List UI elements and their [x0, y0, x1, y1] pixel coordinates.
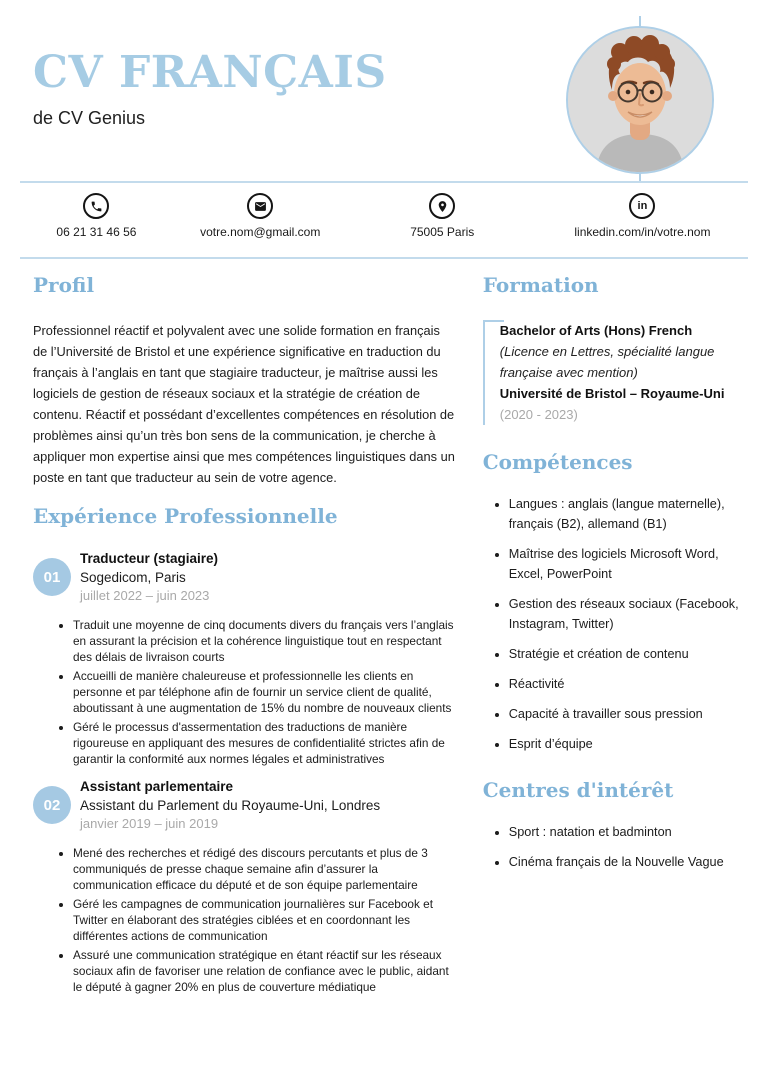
email-icon	[247, 193, 273, 219]
job-bullet-list	[47, 845, 457, 995]
contact-phone	[20, 193, 173, 257]
interest-item: • Cinéma français de la Nouvelle Vague	[509, 852, 748, 872]
job-title: Assistant parlementaire	[80, 779, 234, 794]
education-degree: Bachelor of Arts (Hons) French	[499, 323, 693, 338]
job-number-badge: 02	[33, 786, 71, 824]
education-dates: (2020 - 2023)	[499, 407, 578, 422]
job-header	[33, 777, 457, 833]
job-bullet: • Géré les campagnes de communication journalières sur Facebook et Twitter en élaborant des stratégies ciblées et en coordonnant les différentes actions de communication	[73, 896, 457, 944]
skill-item: • Stratégie et création de contenu	[509, 644, 748, 664]
job-dates: juillet 2022 – juin 2023	[80, 588, 210, 603]
interests-heading: Centres d'intérêt	[482, 778, 674, 802]
job-number-badge: 01	[33, 558, 71, 596]
job-bullet: • Assuré une communication stratégique en étant réactif sur les réseaux sociaux afin de favoriser une relation de confiance avec le public, aidant le député à gagner 20% en plus de couverture médiatique	[73, 947, 457, 995]
page-title: CV FRANÇAIS	[33, 47, 387, 98]
skills-list	[491, 494, 748, 754]
left-column	[33, 259, 459, 998]
skill-item: • Gestion des réseaux sociaux (Facebook, Instagram, Twitter)	[509, 594, 748, 634]
location-icon	[429, 193, 455, 219]
contact-email	[173, 193, 348, 257]
profile-photo	[566, 26, 714, 174]
contact-linkedin	[537, 193, 748, 257]
header	[0, 0, 768, 181]
skill-item: • Langues : anglais (langue maternelle), français (B2), allemand (B1)	[509, 494, 748, 534]
job-head-text	[80, 777, 380, 833]
email-address[interactable]: votre.nom@gmail.com	[200, 225, 321, 239]
phone-icon	[83, 193, 109, 219]
main-content	[0, 259, 768, 998]
skill-item: • Réactivité	[509, 674, 748, 694]
job-bullet: • Accueilli de manière chaleureuse et professionnelle les clients en personne et par téléphone afin de fournir un service client de qualité, aboutissant à une augmentation de 15% du nombre de nouveaux clients	[73, 668, 457, 716]
competences-heading: Compétences	[482, 450, 633, 474]
education-school: Université de Bristol – Royaume-Uni	[499, 386, 725, 401]
phone-number: 06 21 31 46 56	[56, 225, 137, 239]
photo-block	[565, 0, 715, 181]
skill-item: • Capacité à travailler sous pression	[509, 704, 748, 724]
job-company: Sogedicom, Paris	[80, 570, 186, 585]
job-bullet: • Mené des recherches et rédigé des discours percutants et plus de 3 communiqués de presse chaque semaine afin d’assurer la communication efficace du député et de son équipe parlementaire	[73, 845, 457, 893]
experience-heading: Expérience Professionnelle	[33, 504, 338, 528]
location-text: 75005 Paris	[410, 225, 475, 239]
page-subtitle: de CV Genius	[33, 108, 146, 129]
contact-location	[348, 193, 537, 257]
interest-item: • Sport : natation et badminton	[509, 822, 748, 842]
profil-heading: Profil	[33, 273, 95, 297]
job-bullet: • Géré le processus d'assermentation des traductions de manière rigoureuse en appliquant des mesures de confidentialité strictes afin de garantir la conformité aux normes légales et administratives	[73, 719, 457, 767]
right-column	[483, 259, 748, 998]
job-header	[33, 549, 457, 605]
education-degree-note: (Licence en Lettres, spécialité langue française avec mention)	[499, 344, 715, 380]
job-dates: janvier 2019 – juin 2019	[80, 816, 219, 831]
experience-entry	[33, 549, 457, 767]
job-bullet: • Traduit une moyenne de cinq documents divers du français vers l’anglais en assurant la précision et la cohérence linguistique tout en respectant des délais de livraison courts	[73, 617, 457, 665]
skill-item: • Esprit d’équipe	[509, 734, 748, 754]
job-bullet-list	[47, 617, 457, 767]
job-head-text	[80, 549, 218, 605]
profil-text: Professionnel réactif et polyvalent avec une solide formation en français de l’Université de Bristol et une expérience significative en traduction du français à l’anglais en tant que stagiaire traducteur, je maîtrise aussi les logiciels de gestion de réseaux sociaux et la stratégie de création de contenu. Réactif et possédant d’excellentes compétences en résolution de problèmes ainsi qu’un très bon sens de la communication, je cherche à appliquer mon expertise ainsi que mes compétences linguistiques dans un poste en tant que traducteur au sein de votre agence.	[33, 323, 455, 485]
avatar-illustration	[568, 28, 712, 172]
linkedin-url[interactable]: linkedin.com/in/votre.nom	[574, 225, 711, 239]
contact-bar	[0, 183, 768, 257]
job-company: Assistant du Parlement du Royaume-Uni, Londres	[80, 798, 381, 813]
job-title: Traducteur (stagiaire)	[80, 551, 219, 566]
linkedin-icon: in	[629, 193, 655, 219]
skill-item: • Maîtrise des logiciels Microsoft Word, Excel, PowerPoint	[509, 544, 748, 584]
interests-list	[491, 822, 748, 872]
education-entry	[483, 320, 748, 425]
formation-heading: Formation	[482, 273, 599, 297]
experience-entry	[33, 777, 457, 995]
